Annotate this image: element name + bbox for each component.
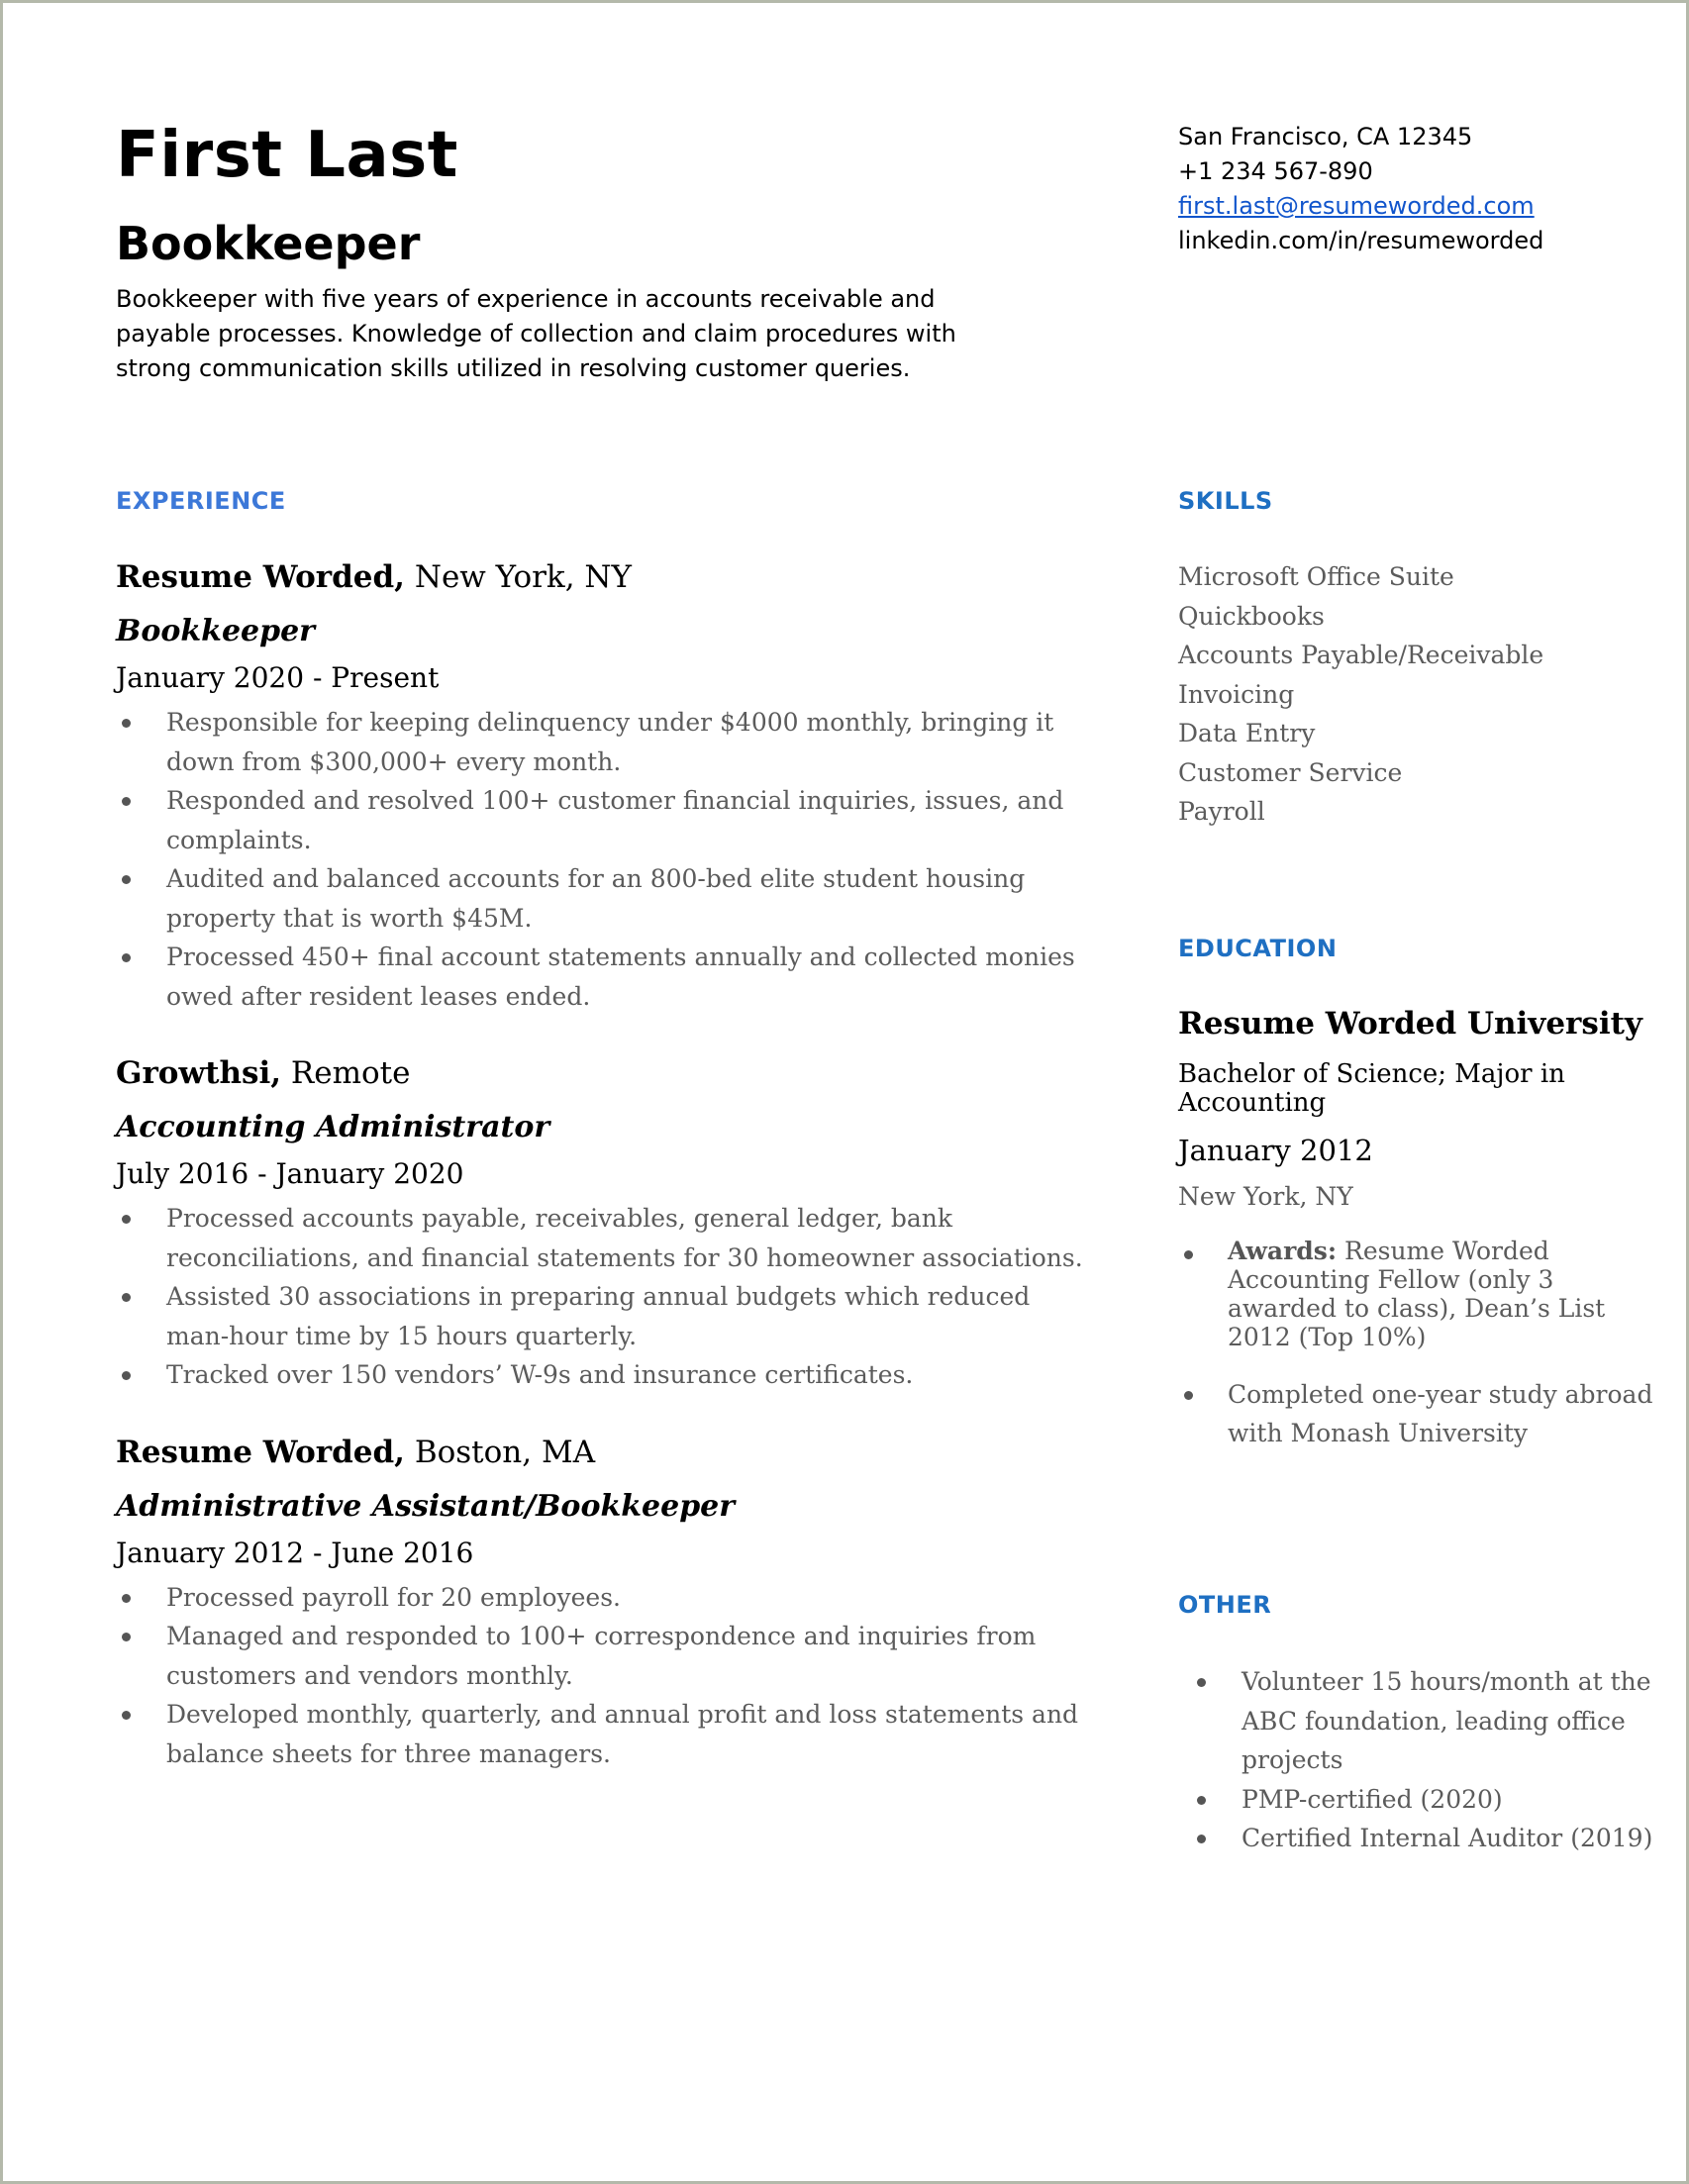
job-bullet: Assisted 30 associations in preparing annual budgets which reduced man-hour time by 15 hours quarterly. bbox=[116, 1277, 1086, 1355]
contact-block bbox=[1178, 120, 1673, 258]
job-bullets bbox=[116, 1199, 1086, 1395]
awards-text: Resume Worded Accounting Fellow (only 3 awarded to class), Dean’s List 2012 (Top 10%) bbox=[1228, 1237, 1606, 1351]
experience-heading: EXPERIENCE bbox=[116, 487, 286, 515]
skill-item: Customer Service bbox=[1178, 757, 1403, 787]
job-location: Remote bbox=[281, 1055, 411, 1091]
job-location: New York, NY bbox=[404, 559, 633, 595]
job-bullets bbox=[116, 1578, 1086, 1774]
skill-item: Payroll bbox=[1178, 797, 1265, 826]
job-bullet: Developed monthly, quarterly, and annual profit and loss statements and balance sheets for three managers. bbox=[116, 1695, 1086, 1773]
job-header bbox=[116, 1053, 1086, 1093]
skill-item: Accounts Payable/Receivable bbox=[1178, 641, 1544, 669]
job-bullet: Tracked over 150 vendors’ W-9s and insurance certificates. bbox=[116, 1355, 1086, 1395]
other-item: Volunteer 15 hours/month at the ABC foundation, leading office projects bbox=[1191, 1662, 1666, 1780]
job-bullet: Responsible for keeping delinquency under $4000 monthly, bringing it down from $300,000+ every month. bbox=[116, 703, 1086, 781]
education-heading: EDUCATION bbox=[1178, 935, 1338, 962]
job-header bbox=[116, 557, 1086, 597]
contact-email-link[interactable]: first.last@resumeworded.com bbox=[1178, 192, 1535, 220]
education-degree: Bachelor of Science; Major in Accounting bbox=[1178, 1059, 1565, 1118]
education-study-abroad: Completed one-year study abroad with Monash University bbox=[1178, 1375, 1663, 1452]
other-list bbox=[1191, 1662, 1666, 1858]
job-bullet: Audited and balanced accounts for an 800-bed elite student housing property that is worth $45M. bbox=[116, 859, 1086, 938]
job-location: Boston, MA bbox=[404, 1434, 596, 1470]
job-entry bbox=[116, 1053, 1086, 1395]
job-bullet: Processed accounts payable, receivables, general ledger, bank reconciliations, and financial statements for 30 homeowner associations. bbox=[116, 1199, 1086, 1277]
skill-item: Quickbooks bbox=[1178, 601, 1325, 631]
job-entry bbox=[116, 1433, 1086, 1774]
education-school: Resume Worded University bbox=[1178, 1006, 1642, 1042]
skills-heading: SKILLS bbox=[1178, 487, 1273, 515]
awards-label: Awards: bbox=[1228, 1237, 1338, 1265]
skill-item: Data Entry bbox=[1178, 719, 1316, 747]
contact-phone: +1 234 567-890 bbox=[1178, 157, 1373, 185]
contact-location: San Francisco, CA 12345 bbox=[1178, 123, 1473, 150]
job-title: Accounting Administrator bbox=[116, 1110, 550, 1144]
job-company: Growthsi, bbox=[116, 1055, 282, 1091]
job-bullet: Processed 450+ final account statements annually and collected monies owed after resident leases ended. bbox=[116, 938, 1086, 1016]
education-date: January 2012 bbox=[1178, 1134, 1373, 1167]
job-bullet: Responded and resolved 100+ customer financial inquiries, issues, and complaints. bbox=[116, 781, 1086, 859]
candidate-role: Bookkeeper bbox=[116, 217, 421, 270]
education-awards bbox=[1178, 1237, 1663, 1351]
job-title: Administrative Assistant/Bookkeeper bbox=[116, 1488, 736, 1524]
education-section bbox=[1178, 1006, 1663, 1452]
job-bullet: Managed and responded to 100+ correspondence and inquiries from customers and vendors monthly. bbox=[116, 1617, 1086, 1695]
job-bullets bbox=[116, 703, 1086, 1016]
summary: Bookkeeper with five years of experience in accounts receivable and payable processes. Knowledge of collection and claim procedures with strong communication skills utilized in resolving customer queries. bbox=[116, 285, 956, 382]
candidate-name: First Last bbox=[116, 119, 458, 192]
other-item: PMP-certified (2020) bbox=[1191, 1780, 1666, 1820]
job-company: Resume Worded, bbox=[116, 559, 405, 595]
other-heading: OTHER bbox=[1178, 1591, 1272, 1619]
job-dates: July 2016 - January 2020 bbox=[116, 1157, 464, 1190]
job-dates: January 2012 - June 2016 bbox=[116, 1536, 474, 1569]
education-bullets bbox=[1178, 1237, 1663, 1452]
job-header bbox=[116, 1433, 1086, 1472]
job-title: Bookkeeper bbox=[116, 614, 315, 648]
skill-item: Microsoft Office Suite bbox=[1178, 562, 1454, 591]
job-company: Resume Worded, bbox=[116, 1434, 405, 1470]
skill-item: Invoicing bbox=[1178, 679, 1295, 709]
other-item: Certified Internal Auditor (2019) bbox=[1191, 1819, 1666, 1858]
job-entry bbox=[116, 557, 1086, 1016]
job-bullet: Processed payroll for 20 employees. bbox=[116, 1578, 1086, 1618]
education-location: New York, NY bbox=[1178, 1182, 1353, 1211]
job-dates: January 2020 - Present bbox=[116, 661, 440, 694]
skills-list bbox=[1178, 557, 1653, 832]
experience-section bbox=[116, 557, 1086, 1811]
contact-linkedin: linkedin.com/in/resumeworded bbox=[1178, 227, 1544, 254]
